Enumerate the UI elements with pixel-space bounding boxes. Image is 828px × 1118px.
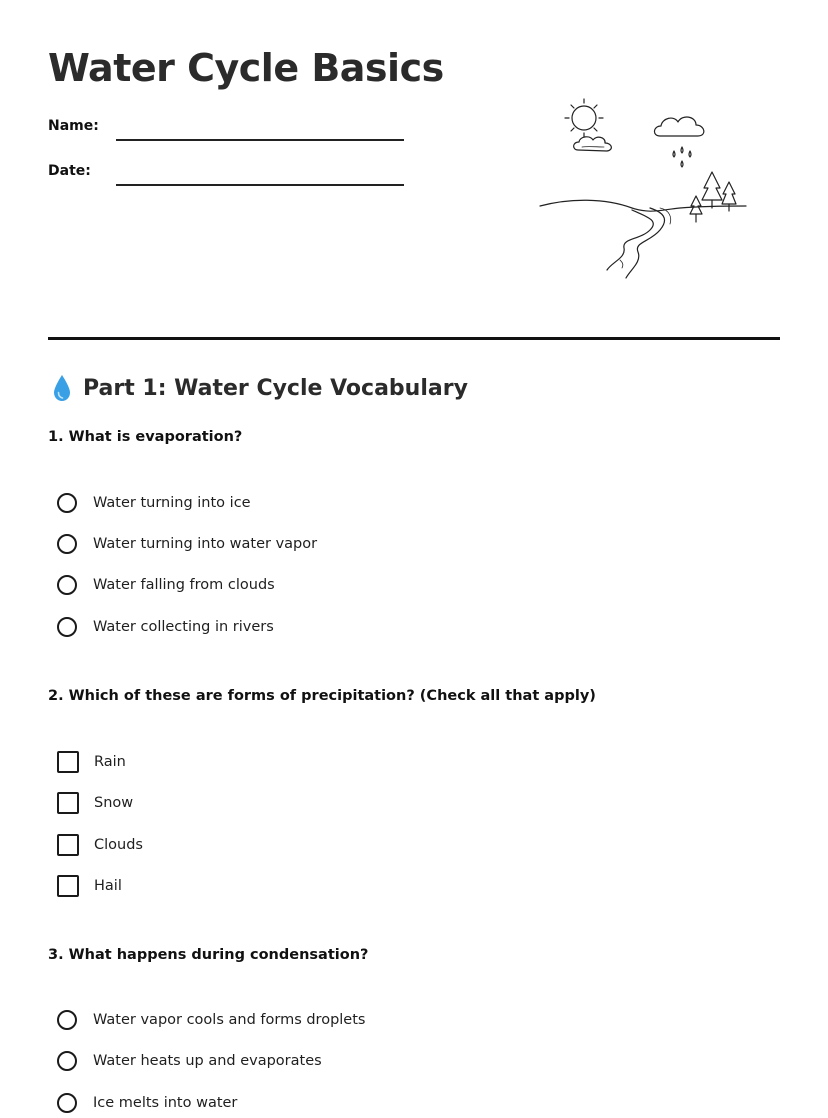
radio-button[interactable] [57,575,77,595]
river-icon [607,208,671,278]
radio-button[interactable] [57,617,77,637]
date-label: Date: [48,163,91,179]
question-1: 1. What is evaporation? [48,429,243,445]
option-label: Snow [94,795,134,811]
option-label: Water falling from clouds [93,577,275,593]
section-divider [48,337,780,340]
water-drop-icon [52,374,72,402]
water-cycle-illustration [510,48,750,316]
checkbox[interactable] [57,875,79,897]
radio-button[interactable] [57,1051,77,1071]
pine-trees-icon [690,172,736,222]
name-label: Name: [48,118,99,134]
q3-option-3[interactable] [57,1090,237,1116]
q1-option-4[interactable] [57,614,274,640]
q2-option-3[interactable] [57,832,143,858]
section-heading-text: Part 1: Water Cycle Vocabulary [83,375,468,401]
q1-option-2[interactable] [57,531,317,557]
checkbox[interactable] [57,834,79,856]
option-label: Water turning into ice [93,495,251,511]
rain-cloud-icon [654,117,703,167]
q2-option-1[interactable] [57,749,126,775]
name-input-line[interactable] [116,139,404,141]
option-label: Water heats up and evaporates [93,1053,322,1069]
q2-option-4[interactable] [57,873,122,899]
small-cloud-icon [574,137,612,151]
option-label: Water vapor cools and forms droplets [93,1012,366,1028]
date-field [48,162,404,180]
checkbox[interactable] [57,751,79,773]
option-label: Hail [94,878,122,894]
option-label: Water collecting in rivers [93,619,274,635]
q1-option-1[interactable] [57,490,251,516]
q1-option-3[interactable] [57,572,275,598]
section-heading [52,374,468,402]
q2-option-2[interactable] [57,790,133,816]
landscape-hills [540,200,746,211]
name-field [48,117,404,135]
question-3: 3. What happens during condensation? [48,947,369,963]
q3-option-1[interactable] [57,1007,365,1033]
sun-icon [565,99,603,137]
checkbox[interactable] [57,792,79,814]
worksheet-title: Water Cycle Basics [48,46,444,90]
radio-button[interactable] [57,1010,77,1030]
q3-option-2[interactable] [57,1048,322,1074]
question-2: 2. Which of these are forms of precipitation? (Check all that apply) [48,688,596,704]
option-label: Rain [94,754,126,770]
option-label: Water turning into water vapor [93,536,318,552]
option-label: Clouds [94,837,143,853]
option-label: Ice melts into water [93,1095,238,1111]
radio-button[interactable] [57,493,77,513]
radio-button[interactable] [57,534,77,554]
date-input-line[interactable] [116,184,404,186]
radio-button[interactable] [57,1093,77,1113]
